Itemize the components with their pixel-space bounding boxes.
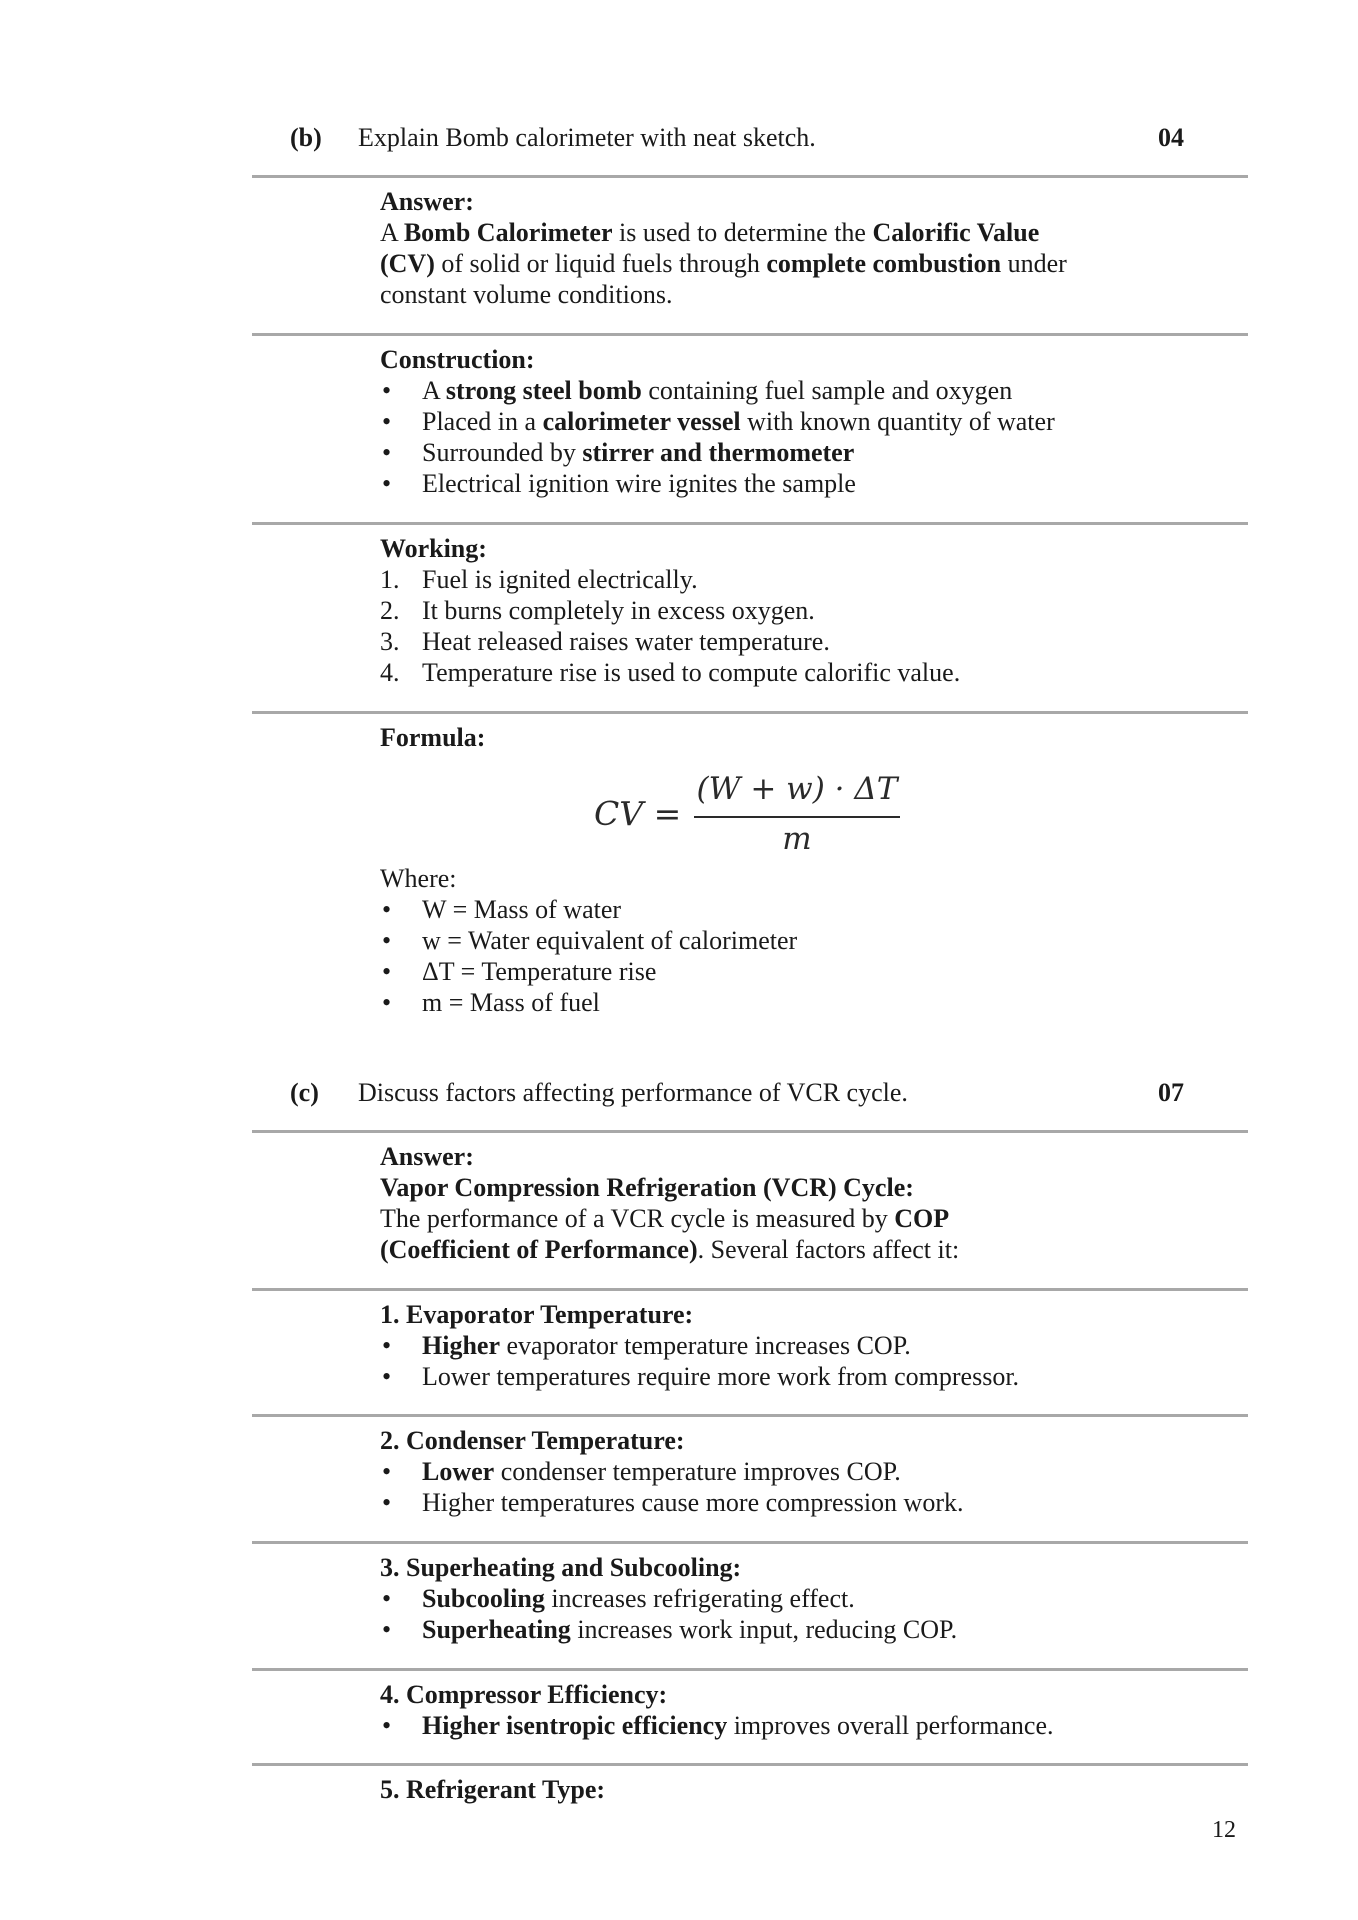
list-item: • W = Mass of water [380,894,1140,925]
calorific-value-formula [594,771,914,870]
variable-list [380,894,1140,1018]
factor-section [380,1299,1140,1392]
list-item: • m = Mass of fuel [380,987,1140,1018]
construction-section [380,344,1140,499]
list-item [380,406,1140,437]
body-text: A [380,218,404,247]
divider [252,711,1248,714]
emphasis-text: Calorific Value [872,218,1040,247]
body-text: Electrical ignition wire ignites the sample [422,469,856,498]
formula-numerator: (W + w) · ΔT [696,771,898,807]
body-text: under [1001,249,1067,278]
factor-list [380,1330,1140,1392]
answer-intro-c [380,1141,1140,1265]
factor-list [380,1583,1140,1645]
body-text: Lower temperatures require more work from compressor. [422,1362,1020,1391]
list-item [380,1583,1140,1614]
body-text: Higher temperatures cause more compression work. [422,1488,964,1517]
body-text: increases work input, reducing COP. [570,1615,958,1644]
list-item [380,626,1140,657]
list-item [380,1361,1140,1392]
body-text: improves overall performance. [727,1711,1054,1740]
list-item [380,1710,1140,1741]
list-item [380,437,1140,468]
factor-section [380,1679,1140,1741]
section-heading: 1. Evaporator Temperature: [380,1300,694,1329]
emphasis-text: Bomb Calorimeter [403,218,613,247]
list-item [380,1614,1140,1645]
section-heading: Working: [380,534,487,563]
list-item: • w = Water equivalent of calorimeter [380,925,1140,956]
divider [252,1668,1248,1671]
factor-section [380,1425,1140,1518]
divider [252,522,1248,525]
section-heading: 2. Condenser Temperature: [380,1426,685,1455]
list-item: • ΔT = Temperature rise [380,956,1140,987]
question-b-row [290,122,1190,162]
step-number: 4. [380,658,400,687]
body-text: Placed in a [422,407,543,436]
question-marks: 04 [1158,123,1184,152]
formula-denominator: m [782,821,812,857]
formula-legend [380,863,1140,1018]
question-c-row [290,1077,1190,1117]
list-item [380,468,1140,499]
fraction-bar [694,816,900,818]
factor-list [380,1710,1140,1741]
emphasis-text: Lower [422,1457,495,1486]
body-text: condenser temperature improves COP. [494,1457,901,1486]
factor-section [380,1774,1140,1805]
body-text: constant volume conditions. [380,280,673,309]
body-text: containing fuel sample and oxygen [641,376,1013,405]
text-line [380,1203,1140,1234]
formula-lhs: CV = [594,794,682,833]
section-heading: Construction: [380,345,535,374]
divider [252,1763,1248,1766]
body-text: Surrounded by [422,438,583,467]
divider [252,333,1248,336]
section-heading: 4. Compressor Efficiency: [380,1680,668,1709]
step-text: Temperature rise is used to compute calorific value. [422,658,961,687]
divider [252,1130,1248,1133]
divider [252,1288,1248,1291]
emphasis-text: strong steel bomb [445,376,642,405]
divider [252,1414,1248,1417]
body-text: increases refrigerating effect. [544,1584,855,1613]
construction-list [380,375,1140,499]
question-marks: 07 [1158,1078,1184,1107]
answer-heading: Answer: [380,1142,474,1171]
body-text: of solid or liquid fuels through [434,249,767,278]
emphasis-text: Higher isentropic efficiency [422,1711,728,1740]
divider [252,1541,1248,1544]
page-number: 12 [1212,1817,1236,1843]
list-item [380,1330,1140,1361]
step-number: 1. [380,565,400,594]
emphasis-text: Vapor Compression Refrigeration (VCR) Cycle: [380,1173,914,1202]
emphasis-text: calorimeter vessel [542,407,741,436]
formula-heading-block [380,722,1140,753]
body-text: with known quantity of water [740,407,1055,436]
answer-heading: Answer: [380,187,474,216]
text-line [380,279,1140,310]
working-section [380,533,1140,688]
text-line [380,1172,1140,1203]
body-text: A [422,376,446,405]
body-text: evaporator temperature increases COP. [500,1331,911,1360]
list-item [380,564,1140,595]
list-item [380,657,1140,688]
step-text: It burns completely in excess oxygen. [422,596,815,625]
text-line [380,1234,1140,1265]
list-item [380,1487,1140,1518]
body-text: The performance of a VCR cycle is measured by [380,1204,895,1233]
step-number: 3. [380,627,400,656]
question-label: (b) [290,123,322,152]
section-heading: Formula: [380,723,486,752]
working-steps [380,564,1140,688]
body-text: is used to determine the [612,218,873,247]
text-line [380,217,1140,248]
emphasis-text: COP [894,1204,950,1233]
divider [252,175,1248,178]
question-text: Discuss factors affecting performance of VCR cycle. [358,1078,908,1107]
step-text: Fuel is ignited electrically. [422,565,698,594]
text-line [380,248,1140,279]
emphasis-text: Subcooling [422,1584,545,1613]
intro-paragraph [380,217,1140,310]
body-text: . Several factors affect it: [697,1235,960,1264]
intro-paragraph [380,1172,1140,1265]
emphasis-text: Superheating [422,1615,571,1644]
list-item [380,375,1140,406]
list-item [380,595,1140,626]
emphasis-text: (CV) [380,249,435,278]
step-text: Heat released raises water temperature. [422,627,830,656]
factor-list [380,1456,1140,1518]
where-label: Where: [380,864,457,893]
emphasis-text: stirrer and thermometer [582,438,855,467]
emphasis-text: (Coefficient of Performance) [380,1235,698,1264]
question-label: (c) [290,1078,319,1107]
section-heading: 5. Refrigerant Type: [380,1775,606,1804]
list-item [380,1456,1140,1487]
question-text: Explain Bomb calorimeter with neat sketch. [358,123,816,152]
emphasis-text: Higher [422,1331,500,1360]
step-number: 2. [380,596,400,625]
factor-section [380,1552,1140,1645]
emphasis-text: complete combustion [766,249,1002,278]
section-heading: 3. Superheating and Subcooling: [380,1553,742,1582]
answer-intro-b [380,186,1140,310]
